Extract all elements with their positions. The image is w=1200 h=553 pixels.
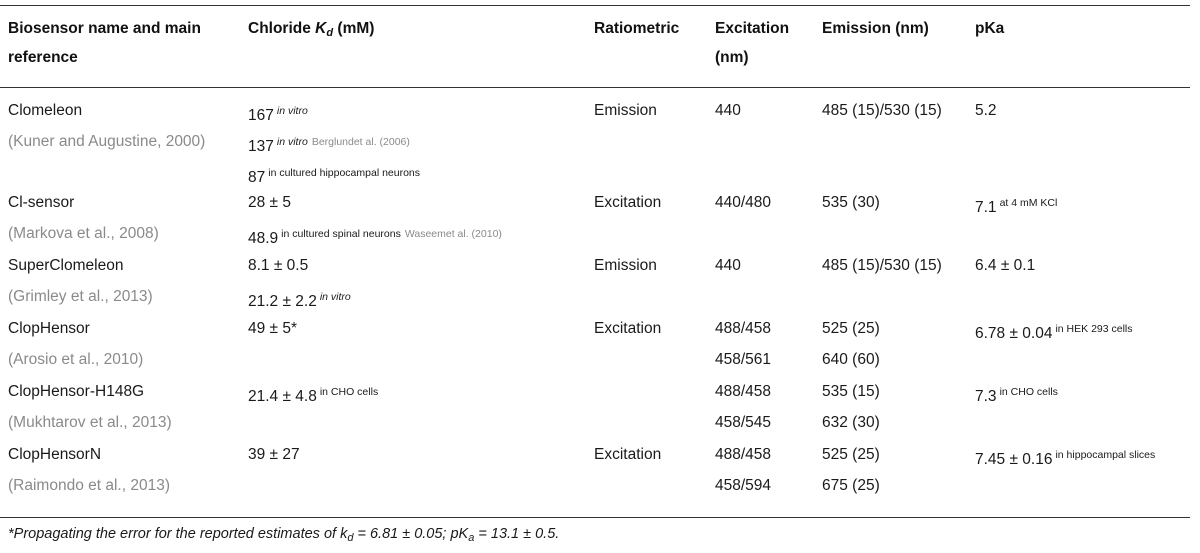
kd-condition-text: in cultured spinal neurons	[281, 228, 401, 240]
emission-value: 675 (25)	[822, 477, 880, 494]
emission-value: 640 (60)	[822, 351, 880, 368]
excitation-value: 440/480	[715, 194, 772, 211]
kd-condition-note	[277, 136, 410, 148]
kd-condition-note	[268, 167, 420, 179]
emission-value: 485 (15)/530 (15)	[822, 102, 942, 119]
kd-number: 87	[248, 169, 266, 186]
excitation-value: 458/561	[715, 351, 772, 368]
kd-number: 21.2 ± 2.2	[248, 293, 317, 310]
emission-value: 535 (15)	[822, 383, 880, 400]
kd-condition-text: in vitro	[276, 136, 308, 148]
pka-value	[975, 445, 1155, 470]
excitation-value: 440	[715, 257, 741, 274]
ratiometric-mode: Excitation	[594, 320, 662, 337]
kd-condition-text: in cultured hippocampal neurons	[268, 167, 421, 179]
kd-number: 21.4 ± 4.8	[248, 388, 317, 405]
biosensor-name: ClopHensor	[8, 320, 90, 337]
kd-condition-note	[277, 105, 308, 117]
biosensor-reference: (Mukhtarov et al., 2013)	[8, 414, 172, 431]
emission-value: 485 (15)/530 (15)	[822, 257, 942, 274]
kd-value	[248, 132, 410, 157]
pka-number: 7.45 ± 0.16	[975, 451, 1053, 468]
kd-number: 49 ± 5*	[248, 320, 298, 337]
kd-value	[248, 319, 297, 339]
pka-condition-note: in CHO cells	[999, 386, 1058, 398]
excitation-value: 458/594	[715, 477, 772, 494]
kd-value	[248, 287, 351, 312]
pka-condition-note: in hippocampal slices	[1055, 449, 1156, 461]
biosensor-reference: (Markova et al., 2008)	[8, 225, 159, 242]
pka-condition-note: in HEK 293 cells	[1055, 323, 1133, 335]
table-header-rule	[0, 87, 1190, 88]
kd-value	[248, 224, 502, 249]
kd-reference: Berglundet al. (2006)	[311, 136, 410, 148]
header-name: Biosensor name and main reference	[8, 20, 201, 66]
biosensor-reference: (Arosio et al., 2010)	[8, 351, 144, 368]
ratiometric-mode: Emission	[594, 257, 657, 274]
emission-value: 535 (30)	[822, 194, 880, 211]
pka-number: 6.78 ± 0.04	[975, 325, 1053, 342]
kd-condition-text: in CHO cells	[319, 386, 379, 398]
excitation-value: 488/458	[715, 383, 772, 400]
kd-condition-note	[320, 291, 351, 303]
biosensor-reference: (Raimondo et al., 2013)	[8, 477, 170, 494]
pka-number: 7.1	[975, 199, 997, 216]
excitation-value: 440	[715, 102, 741, 119]
biosensor-reference: (Kuner and Augustine, 2000)	[8, 133, 206, 150]
excitation-value: 488/458	[715, 446, 772, 463]
pka-value	[975, 101, 997, 121]
ratiometric-mode: Excitation	[594, 194, 662, 211]
biosensor-reference: (Grimley et al., 2013)	[8, 288, 153, 305]
kd-reference: Waseemet al. (2010)	[404, 228, 502, 240]
kd-condition-text: in vitro	[319, 291, 351, 303]
biosensor-name: ClopHensor-H148G	[8, 383, 145, 400]
biosensor-name: Clomeleon	[8, 102, 83, 119]
kd-number: 48.9	[248, 230, 279, 247]
excitation-value: 488/458	[715, 320, 772, 337]
pka-value	[975, 382, 1058, 407]
kd-number: 28 ± 5	[248, 194, 291, 211]
ratiometric-mode: Excitation	[594, 446, 662, 463]
emission-value: 632 (30)	[822, 414, 880, 431]
header-emission: Emission (nm)	[822, 20, 929, 37]
biosensor-name: Cl-sensor	[8, 194, 75, 211]
kd-condition-note	[320, 386, 378, 398]
ratiometric-mode: Emission	[594, 102, 657, 119]
pka-condition-note: at 4 mM KCl	[999, 197, 1058, 209]
excitation-value: 458/545	[715, 414, 772, 431]
kd-number: 8.1 ± 0.5	[248, 257, 309, 274]
pka-number: 7.3	[975, 388, 997, 405]
header-kd: Chloride Kd (mM)	[248, 20, 375, 39]
pka-value	[975, 319, 1133, 344]
emission-value: 525 (25)	[822, 320, 880, 337]
biosensor-name: SuperClomeleon	[8, 257, 124, 274]
kd-value	[248, 193, 291, 213]
pka-number: 6.4 ± 0.1	[975, 257, 1036, 274]
kd-number: 167	[248, 107, 274, 124]
kd-value	[248, 256, 308, 276]
emission-value: 525 (25)	[822, 446, 880, 463]
kd-number: 137	[248, 138, 274, 155]
table-top-rule	[0, 5, 1190, 6]
kd-value	[248, 382, 378, 407]
kd-number: 39 ± 27	[248, 446, 300, 463]
pka-number: 5.2	[975, 102, 997, 119]
table-footnote: *Propagating the error for the reported estimates of $k_d = 6.81 \pm 0.05$; $pK_a = 13.1 \pm 0.5$.	[8, 526, 560, 544]
kd-value	[248, 163, 420, 188]
pka-value	[975, 256, 1035, 276]
header-excitation: Excitation (nm)	[715, 20, 790, 66]
kd-value	[248, 445, 300, 465]
table-bottom-rule	[0, 517, 1190, 518]
kd-value	[248, 101, 308, 126]
pka-value	[975, 193, 1057, 218]
kd-condition-note	[281, 228, 502, 240]
header-pka: pKa	[975, 20, 1005, 37]
biosensor-name: ClopHensorN	[8, 446, 102, 463]
kd-condition-text: in vitro	[276, 105, 308, 117]
header-ratiometric: Ratiometric	[594, 20, 680, 37]
